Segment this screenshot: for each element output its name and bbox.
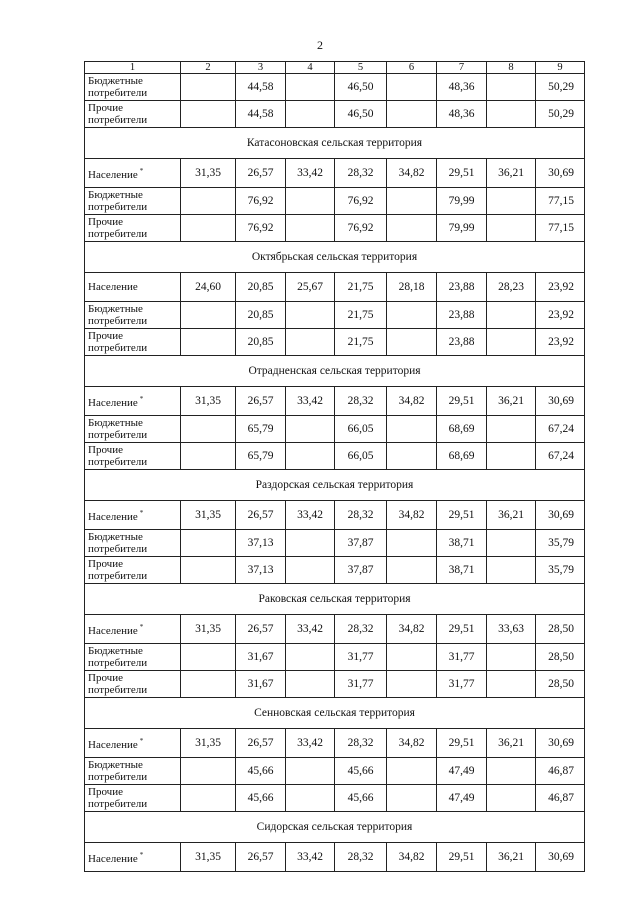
value-cell: 31,77 [335,644,387,671]
value-cell: 76,92 [236,215,286,242]
value-cell: 45,66 [236,785,286,812]
row-label-cell [85,443,181,470]
value-cell: 31,35 [181,729,236,758]
row-label-cell [85,387,181,416]
value-cell: 29,51 [437,387,487,416]
value-cell: 37,87 [335,557,387,584]
value-cell: 68,69 [437,443,487,470]
row-label-cell [85,159,181,188]
footnote-mark: * [139,395,144,403]
column-number: 3 [236,62,286,74]
row-label: Население [88,397,138,409]
value-cell: 26,57 [236,729,286,758]
column-number: 8 [487,62,536,74]
value-cell: 28,32 [335,501,387,530]
column-number: 5 [335,62,387,74]
value-cell: 38,71 [437,530,487,557]
row-label-cell [85,644,181,671]
value-cell [387,329,437,356]
value-cell: 29,51 [437,159,487,188]
column-number: 4 [286,62,335,74]
territory-heading-row [85,584,585,615]
value-cell [487,443,536,470]
value-cell: 50,29 [536,74,585,101]
value-cell: 45,66 [335,758,387,785]
value-cell: 30,69 [536,159,585,188]
value-cell: 67,24 [536,416,585,443]
value-cell: 66,05 [335,443,387,470]
territory-heading-row [85,470,585,501]
value-cell: 28,50 [536,644,585,671]
table-row [85,758,585,785]
table-row [85,188,585,215]
value-cell: 28,50 [536,615,585,644]
value-cell [387,785,437,812]
value-cell [487,557,536,584]
row-label: Бюджетные потребители [88,531,148,555]
value-cell: 31,67 [236,644,286,671]
value-cell: 26,57 [236,501,286,530]
value-cell [387,443,437,470]
value-cell [387,215,437,242]
value-cell: 26,57 [236,843,286,872]
value-cell: 21,75 [335,329,387,356]
row-label: Население [88,739,138,751]
row-label: Прочие потребители [88,102,148,126]
value-cell [286,785,335,812]
row-label: Прочие потребители [88,558,148,582]
table-row [85,843,585,872]
value-cell: 33,42 [286,159,335,188]
row-label-cell [85,188,181,215]
value-cell: 37,13 [236,557,286,584]
value-cell: 33,42 [286,843,335,872]
row-label-cell [85,74,181,101]
territory-title: Сидорская сельская территория [85,812,585,843]
row-label-cell [85,329,181,356]
row-label: Прочие потребители [88,330,148,354]
row-label: Бюджетные потребители [88,303,148,327]
value-cell: 23,88 [437,273,487,302]
value-cell: 38,71 [437,557,487,584]
value-cell [487,188,536,215]
value-cell: 68,69 [437,416,487,443]
value-cell: 30,69 [536,387,585,416]
value-cell: 34,82 [387,387,437,416]
territory-heading-row [85,812,585,843]
value-cell: 36,21 [487,387,536,416]
value-cell: 31,35 [181,615,236,644]
value-cell [286,671,335,698]
value-cell [387,302,437,329]
row-label-cell [85,101,181,128]
value-cell [286,215,335,242]
value-cell [181,215,236,242]
row-label-cell [85,729,181,758]
row-label: Бюджетные потребители [88,417,148,441]
row-label-cell [85,843,181,872]
value-cell: 37,13 [236,530,286,557]
value-cell: 36,21 [487,729,536,758]
value-cell: 28,32 [335,615,387,644]
value-cell: 36,21 [487,843,536,872]
value-cell: 30,69 [536,501,585,530]
value-cell: 45,66 [236,758,286,785]
value-cell [487,671,536,698]
value-cell [286,74,335,101]
row-label-cell [85,416,181,443]
value-cell [387,101,437,128]
value-cell: 50,29 [536,101,585,128]
column-number-row [85,62,585,74]
value-cell: 23,92 [536,329,585,356]
value-cell: 20,85 [236,329,286,356]
value-cell: 28,32 [335,843,387,872]
value-cell: 24,60 [181,273,236,302]
value-cell [487,530,536,557]
value-cell [487,101,536,128]
value-cell: 20,85 [236,273,286,302]
table-row [85,302,585,329]
value-cell [181,785,236,812]
table-row [85,329,585,356]
value-cell: 47,49 [437,785,487,812]
value-cell: 21,75 [335,273,387,302]
value-cell: 33,42 [286,615,335,644]
row-label: Население [88,853,138,865]
value-cell [181,443,236,470]
row-label: Население [88,281,138,293]
row-label: Бюджетные потребители [88,189,148,213]
value-cell: 67,24 [536,443,585,470]
value-cell: 31,35 [181,159,236,188]
value-cell: 29,51 [437,501,487,530]
row-label: Прочие потребители [88,444,148,468]
value-cell [181,302,236,329]
table-row [85,501,585,530]
value-cell [286,644,335,671]
value-cell: 28,32 [335,159,387,188]
value-cell: 37,87 [335,530,387,557]
table-row [85,416,585,443]
table-row [85,644,585,671]
value-cell: 48,36 [437,101,487,128]
territory-heading-row [85,242,585,273]
row-label: Бюджетные потребители [88,645,148,669]
page-number: 2 [317,38,323,52]
value-cell: 31,77 [335,671,387,698]
row-label-cell [85,671,181,698]
value-cell: 31,35 [181,843,236,872]
value-cell: 20,85 [236,302,286,329]
table-row [85,671,585,698]
row-label: Прочие потребители [88,672,148,696]
value-cell: 33,42 [286,387,335,416]
value-cell: 31,35 [181,387,236,416]
value-cell [286,557,335,584]
value-cell: 45,66 [335,785,387,812]
value-cell: 30,69 [536,729,585,758]
value-cell [286,302,335,329]
table-row [85,530,585,557]
value-cell [286,530,335,557]
value-cell [286,188,335,215]
row-label-cell [85,501,181,530]
row-label-cell [85,758,181,785]
value-cell: 33,42 [286,501,335,530]
table-row [85,557,585,584]
value-cell: 23,88 [437,302,487,329]
value-cell [387,416,437,443]
row-label-cell [85,302,181,329]
column-number: 7 [437,62,487,74]
value-cell: 28,32 [335,387,387,416]
value-cell: 46,50 [335,74,387,101]
value-cell: 29,51 [437,615,487,644]
row-label-cell [85,530,181,557]
value-cell: 76,92 [335,215,387,242]
row-label: Бюджетные потребители [88,759,148,783]
row-label-cell [85,785,181,812]
value-cell: 65,79 [236,443,286,470]
value-cell: 31,77 [437,644,487,671]
territory-title: Раковская сельская территория [85,584,585,615]
value-cell: 65,79 [236,416,286,443]
value-cell [487,758,536,785]
value-cell [286,329,335,356]
value-cell: 76,92 [236,188,286,215]
value-cell [487,74,536,101]
territory-title: Сенновская сельская территория [85,698,585,729]
value-cell [387,530,437,557]
table-row [85,729,585,758]
table-row [85,387,585,416]
territory-title: Отрадненская сельская территория [85,356,585,387]
value-cell: 77,15 [536,215,585,242]
row-label: Население [88,169,138,181]
value-cell: 23,92 [536,302,585,329]
value-cell: 34,82 [387,729,437,758]
value-cell: 28,23 [487,273,536,302]
value-cell: 31,77 [437,671,487,698]
value-cell [181,644,236,671]
value-cell: 46,87 [536,758,585,785]
value-cell: 34,82 [387,843,437,872]
table-row [85,159,585,188]
value-cell: 48,36 [437,74,487,101]
value-cell: 31,35 [181,501,236,530]
value-cell [387,557,437,584]
table-row [85,615,585,644]
value-cell: 46,50 [335,101,387,128]
row-label-cell [85,273,181,302]
column-number: 9 [536,62,585,74]
value-cell: 33,42 [286,729,335,758]
value-cell [181,101,236,128]
value-cell: 36,21 [487,501,536,530]
value-cell: 34,82 [387,501,437,530]
value-cell [487,785,536,812]
value-cell [181,671,236,698]
footnote-mark: * [139,737,144,745]
value-cell: 29,51 [437,843,487,872]
value-cell [286,758,335,785]
value-cell [487,215,536,242]
value-cell: 28,32 [335,729,387,758]
column-number: 2 [181,62,236,74]
footnote-mark: * [139,623,144,631]
value-cell: 26,57 [236,159,286,188]
value-cell [387,758,437,785]
table-row [85,785,585,812]
table-row [85,443,585,470]
value-cell: 76,92 [335,188,387,215]
territory-heading-row [85,698,585,729]
row-label-cell [85,215,181,242]
value-cell [181,329,236,356]
value-cell: 79,99 [437,188,487,215]
territory-title: Октябрьская сельская территория [85,242,585,273]
row-label: Население [88,511,138,523]
row-label: Прочие потребители [88,786,148,810]
row-label-cell [85,615,181,644]
value-cell [181,557,236,584]
value-cell: 21,75 [335,302,387,329]
value-cell: 66,05 [335,416,387,443]
value-cell: 23,92 [536,273,585,302]
footnote-mark: * [139,167,144,175]
table-row [85,215,585,242]
value-cell [387,74,437,101]
value-cell [487,416,536,443]
value-cell: 28,50 [536,671,585,698]
value-cell: 47,49 [437,758,487,785]
value-cell [286,443,335,470]
column-number: 1 [85,62,181,74]
value-cell: 35,79 [536,530,585,557]
tariff-table [84,61,585,872]
column-number: 6 [387,62,437,74]
value-cell: 46,87 [536,785,585,812]
value-cell: 26,57 [236,615,286,644]
value-cell [181,74,236,101]
value-cell: 29,51 [437,729,487,758]
value-cell: 33,63 [487,615,536,644]
value-cell: 77,15 [536,188,585,215]
territory-title: Катасоновская сельская территория [85,128,585,159]
value-cell [387,644,437,671]
value-cell: 30,69 [536,843,585,872]
value-cell [487,329,536,356]
value-cell: 35,79 [536,557,585,584]
value-cell: 31,67 [236,671,286,698]
value-cell [286,101,335,128]
table-body [85,62,585,872]
table-row [85,74,585,101]
row-label: Население [88,625,138,637]
value-cell: 36,21 [487,159,536,188]
row-label: Прочие потребители [88,216,148,240]
territory-title: Раздорская сельская территория [85,470,585,501]
value-cell: 34,82 [387,159,437,188]
footnote-mark: * [139,509,144,517]
value-cell: 23,88 [437,329,487,356]
territory-heading-row [85,356,585,387]
territory-heading-row [85,128,585,159]
value-cell [181,758,236,785]
value-cell: 25,67 [286,273,335,302]
value-cell: 44,58 [236,74,286,101]
row-label: Бюджетные потребители [88,75,148,99]
value-cell [387,671,437,698]
value-cell [181,188,236,215]
table-row [85,273,585,302]
row-label-cell [85,557,181,584]
value-cell [286,416,335,443]
value-cell [487,644,536,671]
table-row [85,101,585,128]
value-cell: 26,57 [236,387,286,416]
value-cell [487,302,536,329]
value-cell [387,188,437,215]
value-cell: 44,58 [236,101,286,128]
value-cell [181,530,236,557]
footnote-mark: * [139,851,144,859]
value-cell: 34,82 [387,615,437,644]
value-cell [181,416,236,443]
value-cell: 79,99 [437,215,487,242]
value-cell: 28,18 [387,273,437,302]
